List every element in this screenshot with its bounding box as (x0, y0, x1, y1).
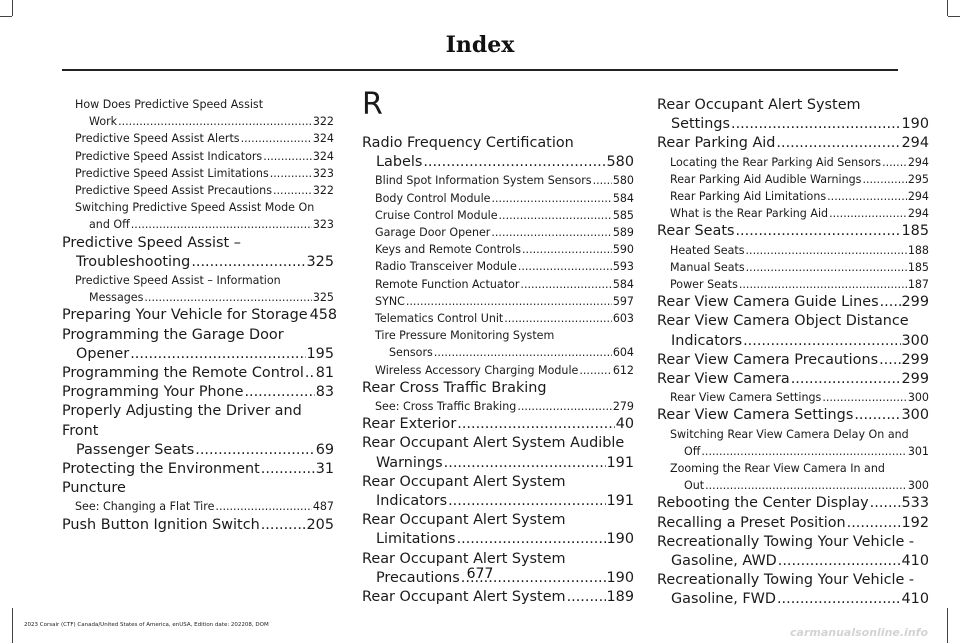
page-ref[interactable]: 299 (901, 371, 929, 388)
index-entry (657, 259, 929, 276)
entry-text: Rear Occupant Alert System Audible (362, 435, 625, 452)
entry-text: Rear Occupant Alert System (362, 589, 566, 606)
dot-leader (434, 344, 612, 361)
index-entry (657, 205, 929, 222)
entry-text: Rear Occupant Alert System (362, 473, 566, 490)
index-entry (362, 207, 634, 224)
page-ref[interactable]: 189 (606, 589, 634, 606)
index-entry (657, 460, 929, 494)
entry-text: See: Cross Traffic Braking (375, 400, 517, 414)
page-ref[interactable]: 325 (312, 291, 334, 305)
crop-mark (947, 0, 948, 16)
entry-text: Predictive Speed Assist – (62, 234, 241, 251)
page-ref[interactable]: 187 (907, 278, 929, 292)
page-ref[interactable]: 325 (306, 253, 334, 270)
index-entry (62, 234, 334, 272)
index-entry (657, 370, 929, 389)
entry-text: Precautions (376, 569, 460, 586)
entry-text: Power Seats (670, 278, 738, 292)
entry-text: Zooming the Rear View Camera In and (670, 462, 885, 476)
entry-text: Predictive Speed Assist Limitations (75, 166, 269, 180)
entry-text: Rear Occupant Alert System (362, 512, 566, 529)
index-entry (62, 182, 334, 199)
page-ref[interactable]: 322 (312, 184, 334, 198)
dot-leader (739, 276, 907, 293)
entry-text: Rear Parking Aid Limitations (670, 190, 827, 204)
dot-leader (870, 494, 901, 513)
watermark: carmanualsonline.info (790, 626, 928, 639)
entry-text: Indicators (671, 332, 743, 349)
dot-leader (131, 216, 312, 233)
entry-text: Rear View Camera Object Distance (657, 313, 909, 330)
index-entry (657, 494, 929, 513)
dot-leader (215, 498, 311, 515)
index-entry (362, 310, 634, 327)
index-entry (657, 276, 929, 293)
dot-leader (457, 530, 606, 549)
dot-leader (879, 351, 900, 370)
entry-text: Off (684, 444, 701, 458)
page-ref[interactable]: 323 (312, 166, 334, 180)
index-entry (62, 326, 334, 364)
page-ref[interactable]: 533 (901, 495, 929, 512)
page-ref[interactable]: 188 (907, 243, 929, 257)
index-entry (657, 351, 929, 370)
page-ref[interactable]: 295 (907, 172, 929, 186)
index-entry (62, 498, 334, 515)
index-entry (657, 312, 929, 350)
dot-leader (130, 345, 305, 364)
entry-text: Cruise Control Module (375, 208, 498, 222)
header-rule (62, 69, 898, 71)
index-entries (362, 134, 634, 607)
page-ref[interactable]: 612 (612, 363, 634, 377)
page-ref[interactable]: 294 (907, 155, 929, 169)
dot-leader (457, 415, 614, 434)
entry-text: and Off (89, 218, 130, 232)
dot-leader (520, 276, 611, 293)
dot-leader (735, 222, 900, 241)
page-ref[interactable]: 597 (612, 294, 634, 308)
page-ref[interactable]: 279 (612, 400, 634, 414)
entry-heading: Puncture (62, 480, 126, 497)
index-entry (62, 148, 334, 165)
entry-text: Predictive Speed Assist Indicators (75, 149, 263, 163)
page-ref[interactable]: 191 (606, 454, 634, 471)
entry-text: Programming the Garage Door (62, 326, 284, 343)
entry-text: Limitations (376, 531, 456, 548)
entry-text: Sensors (389, 346, 433, 360)
index-column-right (657, 96, 929, 610)
index-entry (657, 154, 929, 171)
entry-text: Rear Occupant Alert System (657, 97, 861, 113)
crop-mark (947, 608, 948, 643)
dot-leader (195, 441, 314, 460)
entry-text: Push Button Ignition Switch (62, 516, 260, 533)
dot-leader (518, 258, 612, 275)
dot-leader (499, 207, 612, 224)
entry-text: How Does Predictive Speed Assist (75, 98, 264, 111)
dot-leader (261, 460, 315, 479)
index-entry (657, 514, 929, 533)
entry-text: Rear View Camera Guide Lines (657, 294, 879, 311)
index-entry (62, 272, 334, 306)
entry-text: Recreationally Towing Your Vehicle - (657, 572, 915, 589)
dot-leader (270, 165, 312, 182)
index-entry (657, 171, 929, 188)
dot-leader (791, 370, 901, 389)
index-entry (362, 434, 634, 472)
entry-text: Programming Your Phone (62, 384, 244, 401)
page-ref[interactable]: 300 (907, 391, 929, 405)
entry-text: Locating the Rear Parking Aid Sensors (670, 155, 882, 169)
dot-leader (579, 362, 611, 379)
page-title: Index (445, 32, 515, 58)
dot-leader (241, 130, 312, 147)
entry-text: Heated Seats (670, 243, 745, 257)
index-entry (62, 199, 334, 233)
entry-text: Warnings (376, 454, 443, 471)
index-entry (362, 327, 634, 361)
dot-leader (305, 364, 315, 383)
index-entry (362, 588, 634, 607)
dot-leader (406, 293, 612, 310)
entry-text: Rear View Camera Settings (657, 407, 854, 424)
page-ref[interactable]: 589 (612, 226, 634, 240)
entry-text: Radio Frequency Certification (362, 135, 574, 151)
entry-text: Switching Predictive Speed Assist Mode On (75, 201, 315, 215)
index-entry (657, 406, 929, 425)
entry-text: Properly Adjusting the Driver and Front (62, 403, 302, 439)
dot-leader (517, 398, 612, 415)
page-ref[interactable]: 487 (312, 500, 334, 514)
dot-leader (504, 310, 612, 327)
dot-leader (743, 332, 900, 351)
page-ref[interactable]: 83 (315, 384, 334, 401)
page-ref[interactable]: 410 (901, 553, 929, 570)
page-ref[interactable]: 185 (907, 260, 929, 274)
dot-leader (444, 454, 606, 473)
page-ref[interactable]: 81 (315, 365, 334, 382)
page-ref[interactable]: 190 (606, 569, 634, 586)
dot-leader (705, 477, 907, 494)
entry-text: Gasoline, FWD (671, 591, 776, 608)
entry-text: Garage Door Opener (375, 226, 491, 240)
entry-text: Indicators (376, 493, 448, 510)
entry-text: Work (89, 115, 118, 129)
page-ref[interactable]: 322 (312, 115, 334, 129)
index-entry (362, 398, 634, 415)
page-ref[interactable]: 300 (901, 407, 929, 424)
entry-text: Settings (671, 116, 731, 133)
index-entry (62, 364, 334, 383)
index-entry (657, 426, 929, 460)
entry-text: Gasoline, AWD (671, 553, 777, 570)
dot-leader (777, 590, 901, 609)
entry-text: Messages (89, 291, 144, 305)
entry-text: Body Control Module (375, 191, 491, 205)
entry-text: Out (684, 479, 705, 493)
entry-text: Rear Seats (657, 223, 735, 240)
page-ref[interactable]: 31 (315, 461, 334, 478)
page-ref[interactable]: 190 (901, 116, 929, 133)
index-entry (362, 362, 634, 379)
entry-text: Rear Parking Aid Audible Warnings (670, 172, 862, 186)
dot-leader (847, 514, 901, 533)
entry-text: Troubleshooting (76, 253, 191, 270)
entry-text: Rear View Camera Precautions (657, 351, 879, 368)
entry-text: Preparing Your Vehicle for Storage (62, 307, 308, 324)
index-entry (657, 293, 929, 312)
index-entry (362, 134, 634, 172)
index-entry (362, 224, 634, 241)
entry-heading: Rear Cross Traffic Braking (362, 379, 547, 396)
page-ref[interactable]: 324 (312, 132, 334, 146)
crop-mark (12, 608, 13, 643)
index-entry (62, 130, 334, 147)
dot-leader (829, 205, 907, 222)
page-ref[interactable]: 580 (606, 154, 634, 171)
entry-text: Opener (76, 345, 130, 362)
index-entry (62, 96, 334, 130)
page-ref[interactable]: 300 (901, 332, 929, 349)
dot-leader (822, 389, 906, 406)
page-ref[interactable]: 604 (612, 346, 634, 360)
entry-text: See: Changing a Flat Tire (75, 500, 215, 514)
entry-text: Recreationally Towing Your Vehicle - (657, 533, 915, 550)
index-entry (62, 479, 334, 498)
entry-text: Recalling a Preset Position (657, 514, 846, 531)
index-entry (62, 402, 334, 460)
entry-text: Predictive Speed Assist Alerts (75, 132, 240, 146)
page-ref[interactable]: 300 (907, 479, 929, 493)
page-ref[interactable]: 190 (606, 531, 634, 548)
index-entry (62, 516, 334, 535)
page-ref[interactable]: 593 (612, 260, 634, 274)
index-column-middle (362, 88, 634, 607)
page-ref[interactable]: 185 (901, 223, 929, 240)
index-entry (657, 134, 929, 153)
page-ref[interactable]: 192 (901, 514, 929, 531)
page-ref[interactable]: 299 (901, 294, 929, 311)
entry-text: What is the Rear Parking Aid (670, 207, 829, 221)
index-entry (657, 222, 929, 241)
page-ref[interactable]: 301 (907, 444, 929, 458)
dot-leader (882, 154, 907, 171)
page-ref[interactable]: 410 (901, 591, 929, 608)
page-ref[interactable]: 294 (901, 135, 929, 152)
page-ref[interactable]: 323 (312, 218, 334, 232)
entry-text: Rear Occupant Alert System (362, 550, 566, 567)
dot-leader (244, 383, 314, 402)
entry-text: Predictive Speed Assist – Information (75, 274, 281, 288)
entry-text: Switching Rear View Camera Delay On and (670, 427, 909, 441)
entry-text: SYNC (375, 294, 405, 308)
dot-leader (491, 224, 611, 241)
dot-leader (776, 134, 900, 153)
entry-text: Remote Function Actuator (375, 277, 520, 291)
entry-text: Programming the Remote Control (62, 365, 304, 382)
dot-leader (701, 443, 906, 460)
page-ref[interactable]: 294 (907, 190, 929, 204)
entry-text: Rebooting the Center Display (657, 495, 869, 512)
crop-mark (12, 0, 13, 16)
page-ref[interactable]: 584 (612, 191, 634, 205)
index-entry (362, 473, 634, 511)
index-entry (62, 460, 334, 479)
crop-mark (948, 16, 960, 17)
dot-leader (880, 293, 901, 312)
dot-leader (731, 115, 901, 134)
footer-text: 2023 Corsair (CTF) Canada/United States of America, enUSA, Edition date: 202208, DOM (24, 622, 269, 628)
dot-leader (593, 172, 612, 189)
entry-text: Predictive Speed Assist Precautions (75, 184, 272, 198)
index-entry (362, 258, 634, 275)
entry-text: Rear View Camera (657, 371, 790, 388)
dot-leader (191, 253, 305, 272)
dot-leader (827, 188, 907, 205)
dot-leader (567, 588, 606, 607)
page-ref[interactable]: 69 (315, 441, 334, 458)
index-entry (362, 190, 634, 207)
index-entry (362, 415, 634, 434)
index-entry (657, 389, 929, 406)
page-ref[interactable]: 458 (309, 307, 338, 324)
page-ref[interactable]: 324 (312, 149, 334, 163)
index-entry (362, 172, 634, 189)
dot-leader (118, 113, 312, 130)
dot-leader (273, 182, 312, 199)
entry-text: Rear View Camera Settings (670, 391, 822, 405)
entry-text: Labels (376, 154, 423, 171)
page-number: 677 (466, 566, 494, 582)
entry-text: Manual Seats (670, 260, 745, 274)
page-ref[interactable]: 603 (612, 312, 634, 326)
dot-leader (423, 153, 605, 172)
dot-leader (854, 406, 900, 425)
page-ref[interactable]: 299 (901, 351, 929, 368)
index-entry (362, 379, 634, 398)
index-entry (362, 511, 634, 549)
page-ref[interactable]: 585 (612, 208, 634, 222)
entry-text: Passenger Seats (76, 441, 195, 458)
index-entry (62, 165, 334, 182)
index-entry (62, 306, 338, 325)
index-entry (362, 276, 634, 293)
entry-text: Rear Parking Aid (657, 135, 776, 152)
dot-leader (144, 289, 311, 306)
page-ref[interactable]: 294 (907, 207, 929, 221)
index-entry (362, 241, 634, 258)
entry-text: Telematics Control Unit (375, 312, 504, 326)
page-ref[interactable]: 40 (615, 416, 634, 433)
section-letter: R (362, 87, 383, 122)
index-entry (362, 293, 634, 310)
page-ref[interactable]: 590 (612, 243, 634, 257)
index-column-left (62, 96, 338, 535)
dot-leader (746, 259, 907, 276)
page-ref[interactable]: 191 (606, 493, 634, 510)
entry-text: Blind Spot Information System Sensors (375, 174, 592, 188)
page-ref[interactable]: 584 (612, 277, 634, 291)
index-entry (657, 188, 929, 205)
dot-leader (261, 516, 306, 535)
entry-text: Keys and Remote Controls (375, 243, 522, 257)
index-entry (657, 96, 929, 134)
dot-leader (862, 171, 906, 188)
page-ref[interactable]: 195 (306, 345, 334, 362)
index-entry (62, 383, 334, 402)
dot-leader (263, 148, 312, 165)
dot-leader (448, 492, 605, 511)
page-ref[interactable]: 580 (612, 174, 634, 188)
entry-text: Tire Pressure Monitoring System (375, 329, 555, 343)
index-entry (657, 242, 929, 259)
dot-leader (746, 242, 907, 259)
dot-leader (492, 190, 612, 207)
entry-text: Protecting the Environment (62, 461, 260, 478)
entry-text: Rear Exterior (362, 416, 457, 433)
entry-text: Wireless Accessory Charging Module (375, 363, 579, 377)
page-ref[interactable]: 205 (306, 516, 334, 533)
crop-mark (0, 16, 12, 17)
dot-leader (522, 241, 612, 258)
entry-text: Radio Transceiver Module (375, 260, 517, 274)
